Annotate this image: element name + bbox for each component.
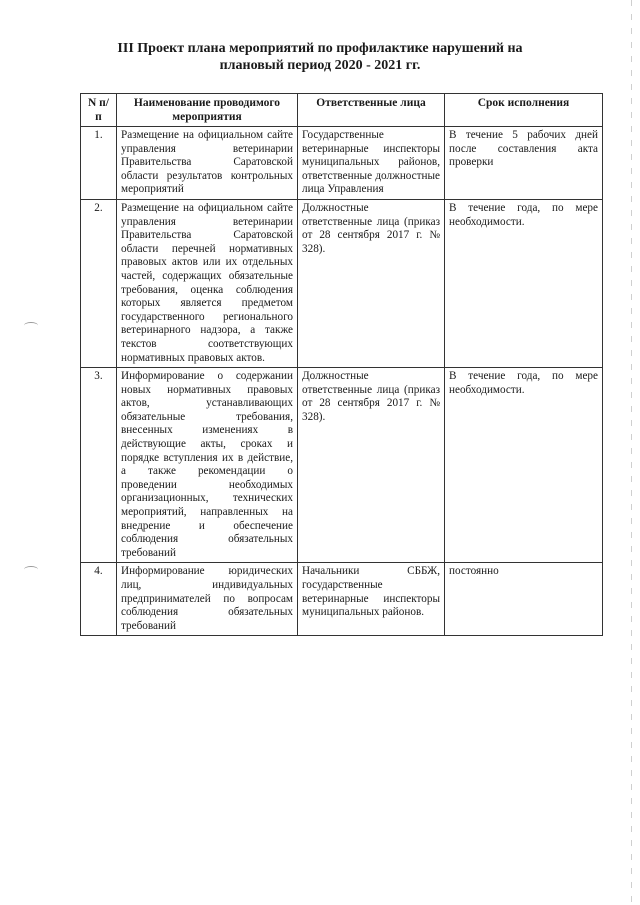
row-responsible: Должностные ответственные лица (приказ от 28 сентября 2017 г. № 328).	[298, 368, 445, 563]
row-measure-name: Размещение на официальном сайте управления ветеринарии Правительства Саратовской области результатов контрольных мероприятий	[117, 127, 298, 200]
row-measure-name: Информирование юридических лиц, индивидуальных предпринимателей по вопросам соблюдения обязательных требований	[117, 563, 298, 636]
measures-table	[80, 93, 603, 636]
row-responsible: Должностные ответственные лица (приказ от 28 сентября 2017 г. № 328).	[298, 199, 445, 367]
table-row	[81, 199, 603, 367]
row-deadline: В течение года, по мере необходимости.	[445, 199, 603, 367]
row-measure-name: Размещение на официальном сайте управления ветеринарии Правительства Саратовской области перечней нормативных правовых актов или их отдельных частей, содержащих обязательные требования, оценка соблюдения которых является предметом государственного регионального ветеринарного надзора, а также текстов соответствующих нормативных правовых актов.	[117, 199, 298, 367]
document-title	[0, 40, 640, 74]
row-number: 4.	[81, 563, 117, 636]
row-number: 2.	[81, 199, 117, 367]
title-line-1: III Проект плана мероприятий по профилактике нарушений на	[117, 41, 523, 56]
table-row	[81, 368, 603, 563]
row-responsible: Начальники СББЖ, государственные ветеринарные инспекторы муниципальных районов.	[298, 563, 445, 636]
header-deadline: Срок исполнения	[445, 94, 603, 127]
row-number: 1.	[81, 127, 117, 200]
row-number: 3.	[81, 368, 117, 563]
scan-margin-mark	[24, 322, 38, 329]
table-row	[81, 127, 603, 200]
header-number: N п/п	[81, 94, 117, 127]
header-responsible: Ответственные лица	[298, 94, 445, 127]
table-row	[81, 563, 603, 636]
row-deadline: В течение года, по мере необходимости.	[445, 368, 603, 563]
scan-margin-mark	[24, 566, 38, 573]
row-measure-name: Информирование о содержании новых нормативных правовых актов, устанавливающих обязательные требования, внесенных изменениях в действующие акты, сроках и порядке вступления их в действие, а также рекомендации о проведении необходимых организационных, технических мероприятий, направленных на внедрение и обеспечение соблюдения обязательных требований	[117, 368, 298, 563]
row-deadline: постоянно	[445, 563, 603, 636]
table-header-row	[81, 94, 603, 127]
row-deadline: В течение 5 рабочих дней после составления акта проверки	[445, 127, 603, 200]
header-measure-name: Наименование проводимого мероприятия	[117, 94, 298, 127]
title-line-2: плановый период 2020 - 2021 гг.	[219, 58, 421, 73]
scan-edge-line	[631, 0, 632, 905]
row-responsible: Государственные ветеринарные инспекторы муниципальных районов, ответственные должностные лица Управления	[298, 127, 445, 200]
